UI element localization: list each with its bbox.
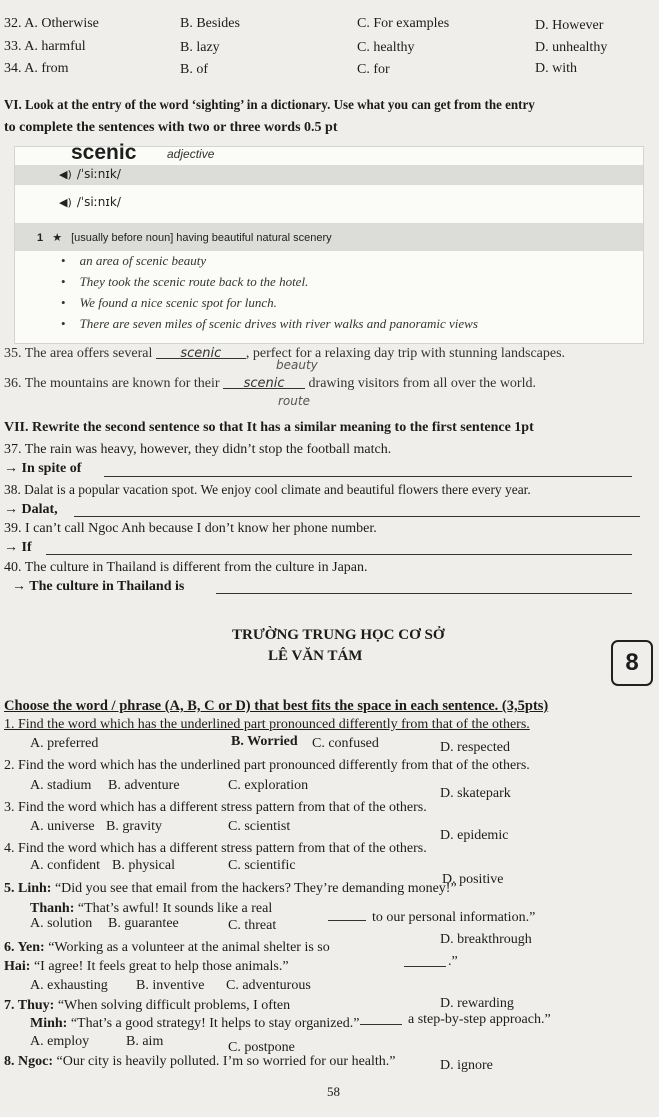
handwritten-note: beauty xyxy=(276,358,318,372)
answer-blank[interactable] xyxy=(328,920,366,921)
q33-num-a: 33. A. harmful xyxy=(4,39,86,54)
q7-option-c: C. postpone xyxy=(228,1040,295,1055)
q1-option-c: C. confused xyxy=(312,736,379,751)
dictionary-pos: adjective xyxy=(167,147,215,161)
q34-option-b: B. of xyxy=(180,62,208,77)
q33-option-b: B. lazy xyxy=(180,40,220,55)
q5-line2-end: to our personal information.” xyxy=(372,910,536,925)
dictionary-entry xyxy=(14,141,644,344)
q6-option-c: C. adventurous xyxy=(226,978,311,993)
q6-line1: 6. Yen: “Working as a volunteer at the animal shelter is so xyxy=(4,940,330,955)
rewrite-38: 38. Dalat is a popular vacation spot. We enjoy cool climate and beautiful flowers there every year. xyxy=(4,483,531,498)
rewrite-37-prompt: → In spite of xyxy=(4,461,82,476)
school-name-line2: LÊ VĂN TÁM xyxy=(268,648,363,664)
section6-title-line1: VI. Look at the entry of the word ‘sighting’ in a dictionary. Use what you can get from the entry xyxy=(4,98,535,113)
q34-num-a: 34. A. from xyxy=(4,61,69,76)
rewrite-40-prompt: → The culture in Thailand is xyxy=(12,579,185,594)
star-icon: ★ xyxy=(52,232,63,244)
speaker-icon[interactable]: ◀) xyxy=(59,168,72,181)
rewrite-39: 39. I can’t call Ngoc Anh because I don’t know her phone number. xyxy=(4,521,377,536)
q1-text: 1. Find the word which has the underlined part pronounced differently from that of the others. xyxy=(4,717,530,732)
q34-option-d: D. with xyxy=(535,61,577,76)
q6-line1-end: .” xyxy=(448,954,458,969)
q34-option-c: C. for xyxy=(357,62,390,77)
sentence-35: 35. The area offers several scenic , perfect for a relaxing day trip with stunning landscapes. xyxy=(4,346,566,361)
q4-option-b: B. physical xyxy=(112,858,175,873)
page-number: 58 xyxy=(327,1084,340,1099)
q7-line1-end: a step-by-step approach.” xyxy=(408,1012,551,1027)
choose-section-title: Choose the word / phrase (A, B, C or D) that best fits the space in each sentence. (3,5pts) xyxy=(4,698,549,714)
q3-option-c: C. scientist xyxy=(228,819,291,834)
answer-blank[interactable] xyxy=(404,966,446,967)
q8-line1: 8. Ngoc: “Our city is heavily polluted. I’m so worried for our health.” xyxy=(4,1054,396,1069)
q4-option-d: D. positive xyxy=(442,872,504,887)
q5-option-c: C. threat xyxy=(228,918,277,933)
answer-line[interactable] xyxy=(104,476,632,477)
answer-line[interactable] xyxy=(74,516,640,517)
q5-option-b: B. guarantee xyxy=(108,916,179,931)
q6-option-b: B. inventive xyxy=(136,978,205,993)
answer-line[interactable] xyxy=(46,554,632,555)
q4-option-c: C. scientific xyxy=(228,858,296,873)
q5-option-a: A. solution xyxy=(30,916,93,931)
q7-line2: Minh: “That’s a good strategy! It helps to stay organized.” xyxy=(30,1016,360,1031)
q32-option-b: B. Besides xyxy=(180,16,240,31)
q5-line1: 5. Linh: “Did you see that email from the hackers? They’re demanding money!” xyxy=(4,881,457,896)
q6-line2: Hai: “I agree! It feels great to help those animals.” xyxy=(4,959,289,974)
school-name-line1: TRƯỜNG TRUNG HỌC CƠ SỞ xyxy=(232,627,445,643)
q32-option-d: D. However xyxy=(535,18,604,33)
q1-option-d: D. respected xyxy=(440,740,510,755)
rewrite-37: 37. The rain was heavy, however, they didn’t stop the football match. xyxy=(4,442,392,457)
q5-line2: Thanh: “That’s awful! It sounds like a real xyxy=(30,901,273,916)
pron-us: ◀) /ˈsiːnɪk/ xyxy=(59,195,121,209)
answer-blank[interactable] xyxy=(360,1024,402,1025)
answer-line[interactable] xyxy=(216,593,632,594)
q33-option-c: C. healthy xyxy=(357,40,415,55)
q7-line1: 7. Thuy: “When solving difficult problems, I often xyxy=(4,998,291,1013)
q32-option-c: C. For examples xyxy=(357,16,450,31)
dictionary-example: • an area of scenic beauty xyxy=(61,253,207,268)
handwritten-note: route xyxy=(278,394,310,408)
dictionary-example: • There are seven miles of scenic drives with river walks and panoramic views xyxy=(61,316,478,331)
q5-option-d: D. breakthrough xyxy=(440,932,532,947)
q7-option-b: B. aim xyxy=(126,1034,164,1049)
q3-option-a: A. universe xyxy=(30,819,95,834)
q1-option-a: A. preferred xyxy=(30,736,99,751)
grade-badge: 8 xyxy=(611,640,653,686)
q6-option-d: D. rewarding xyxy=(440,996,514,1011)
sentence-36: 36. The mountains are known for their scenic drawing visitors from all over the world. xyxy=(4,376,536,391)
q4-option-a: A. confident xyxy=(30,858,100,873)
section7-title: VII. Rewrite the second sentence so that It has a similar meaning to the first sentence 1pt xyxy=(4,420,534,435)
q32-num-a: 32. A. Otherwise xyxy=(4,16,99,31)
q4-text: 4. Find the word which has a different stress pattern from that of the others. xyxy=(4,841,427,856)
dictionary-example: • We found a nice scenic spot for lunch. xyxy=(61,295,277,310)
q2-option-b: B. adventure xyxy=(108,778,180,793)
dictionary-sense: 1 ★ [usually before noun] having beautiful natural scenery xyxy=(37,232,332,244)
q7-option-a: A. employ xyxy=(30,1034,90,1049)
q3-option-b: B. gravity xyxy=(106,819,162,834)
q33-option-d: D. unhealthy xyxy=(535,40,608,55)
speaker-icon[interactable]: ◀) xyxy=(59,196,72,209)
q2-text: 2. Find the word which has the underlined part pronounced differently from that of the others. xyxy=(4,758,530,773)
section6-title-line2: to complete the sentences with two or three words 0.5 pt xyxy=(4,120,338,135)
rewrite-39-prompt: → If xyxy=(4,540,32,555)
dictionary-example: • They took the scenic route back to the hotel. xyxy=(61,274,309,289)
q7-option-d: D. ignore xyxy=(440,1058,493,1073)
dictionary-headword: scenic xyxy=(71,141,137,164)
rewrite-40: 40. The culture in Thailand is different from the culture in Japan. xyxy=(4,560,368,575)
q1-option-b: B. Worried xyxy=(231,734,298,749)
q2-option-c: C. exploration xyxy=(228,778,309,793)
q2-option-d: D. skatepark xyxy=(440,786,511,801)
q3-text: 3. Find the word which has a different stress pattern from that of the others. xyxy=(4,800,427,815)
pron-uk: ◀) /ˈsiːnɪk/ xyxy=(59,167,121,181)
q3-option-d: D. epidemic xyxy=(440,828,509,843)
q2-option-a: A. stadium xyxy=(30,778,92,793)
rewrite-38-prompt: → Dalat, xyxy=(4,502,58,517)
q6-option-a: A. exhausting xyxy=(30,978,108,993)
